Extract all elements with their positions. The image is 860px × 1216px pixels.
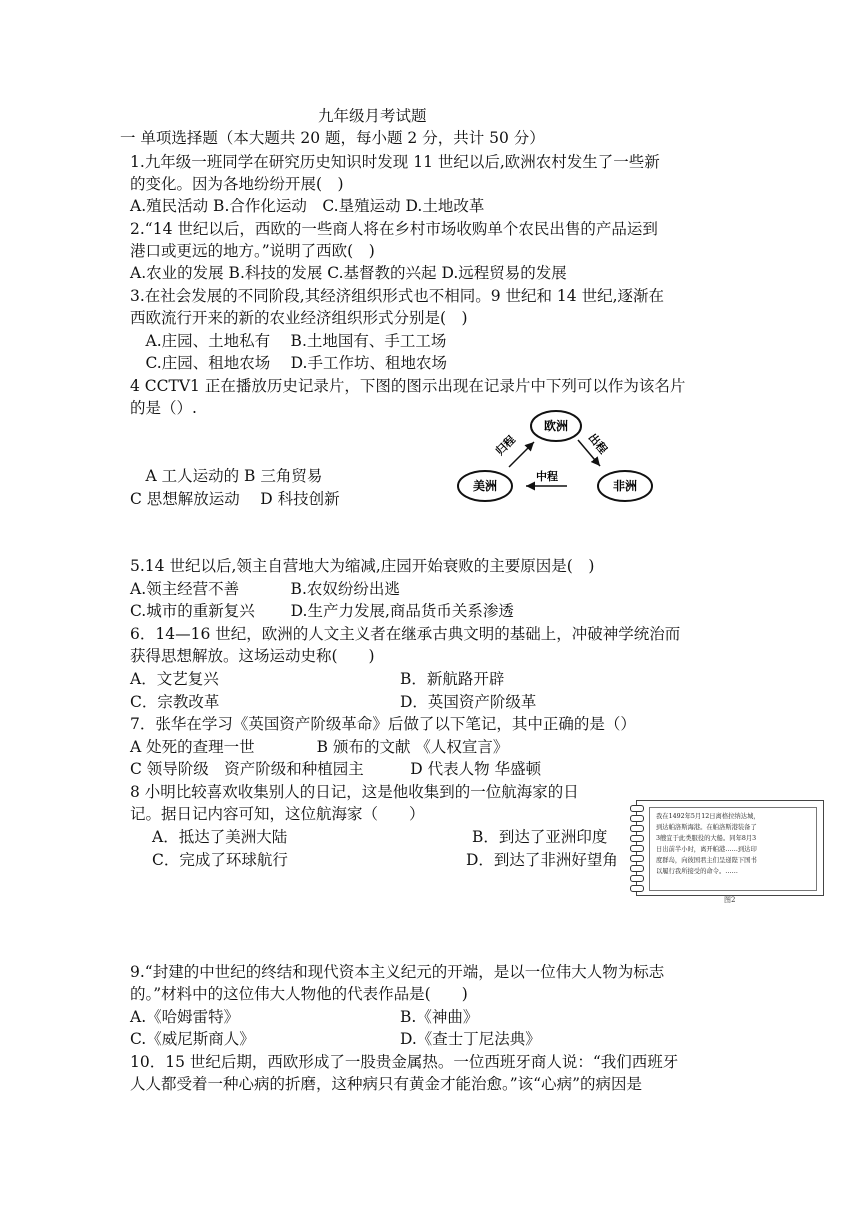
question-9-line-2: 的。”材料中的这位伟大人物他的代表作品是( ) (130, 985, 468, 1003)
question-3-options-ab: A.庄园、土地私有 B.土地国有、手工工场 (130, 332, 447, 350)
question-8-option-d: D．到达了非洲好望角 (466, 851, 618, 869)
question-10-line-2: 人人都受着一种心病的折磨，这种病只有黄金才能治愈。”该“心病”的病因是 (130, 1075, 643, 1093)
question-8-line-2: 记。据日记内容可知，这位航海家（ ） (130, 805, 425, 823)
question-8-option-a: A．抵达了美洲大陆 (152, 828, 288, 846)
node-americas-label: 美洲 (472, 479, 498, 493)
question-7-options-cd: C 领导阶级 资产阶级和种植园主 D 代表人物 华盛顿 (130, 760, 542, 778)
question-1-line-1: 1.九年级一班同学在研究历史知识时发现 11 世纪以后,欧洲农村发生了一些新 (130, 153, 660, 171)
return-leg-label: 归程 (493, 433, 518, 458)
question-2-options: A.农业的发展 B.科技的发展 C.基督教的兴起 D.远程贸易的发展 (130, 264, 567, 282)
question-1-options: A.殖民活动 B.合作化运动 C.垦殖运动 D.土地改革 (130, 197, 485, 215)
question-7-options-ab: A 处死的查理一世 B 颁布的文献 《人权宣言》 (130, 738, 509, 756)
outbound-leg-label: 出程 (585, 431, 610, 457)
exam-title: 九年级月考试题 (318, 107, 427, 125)
question-4-options-ab: A 工人运动的 B 三角贸易 (130, 467, 323, 485)
question-8-line-1: 8 小明比较喜欢收集别人的日记，这是他收集到的一位航海家的日 (130, 783, 579, 801)
triangle-trade-diagram (450, 408, 655, 510)
question-10-line-1: 10．15 世纪后期，西欧形成了一股贵金属热。一位西班牙商人说：“我们西班牙 (130, 1053, 679, 1071)
middle-passage-label: 中程 (536, 470, 558, 483)
diary-page (649, 807, 817, 891)
diary-caption: 图2 (724, 896, 736, 904)
question-1-line-2: 的变化。因为各地纷纷开展( ) (130, 175, 344, 193)
question-5-options-cd: C.城市的重新复兴 D.生产力发展,商品货币关系渗透 (130, 602, 514, 620)
question-9-option-d: D.《查士丁尼法典》 (400, 1030, 541, 1048)
question-6-option-d: D．英国资产阶级革 (400, 693, 537, 711)
question-4-line-2: 的是（）. (130, 399, 197, 417)
question-4-options-cd: C 思想解放运动 D 科技创新 (130, 490, 340, 508)
question-5-line-1: 5.14 世纪以后,领主自营地大为缩减,庄园开始衰败的主要原因是( ) (130, 557, 595, 575)
question-3-line-2: 西欧流行开来的新的农业经济组织形式分别是( ) (130, 309, 468, 327)
question-4-line-1: 4 CCTV1 正在播放历史记录片，下图的图示出现在记录片中下列可以作为该名片 (130, 377, 686, 395)
diary-figure (636, 800, 824, 906)
question-6-option-c: C．宗教改革 (130, 693, 220, 711)
notebook-rings (630, 805, 644, 891)
question-2-line-2: 港口或更远的地方。”说明了西欧( ) (130, 242, 375, 260)
diary-notebook (636, 800, 824, 896)
question-9-option-c: C.《威尼斯商人》 (130, 1030, 255, 1048)
question-8-option-c: C．完成了环球航行 (152, 851, 288, 869)
node-europe-label: 欧洲 (543, 419, 569, 433)
question-9-line-1: 9.“封建的中世纪的终结和现代资本主义纪元的开端，是以一位伟大人物为标志 (130, 963, 665, 981)
diary-text: 我在1492年5月12日离格拉纳达城， 到达帕洛斯海港。在帕洛斯港装备了 3艘宜于此类服役的大船。同年8月3 日出前半小时，离开帕港……到达印 度群岛，向彼国君主们呈递陛下国书 以履行我所接受的命令。…… (656, 813, 760, 875)
question-7-line-1: 7．张华在学习《英国资产阶级革命》后做了以下笔记，其中正确的是（） (130, 715, 636, 733)
question-6-option-a: A．文艺复兴 (130, 670, 219, 688)
question-6-line-2: 获得思想解放。这场运动史称( ) (130, 647, 375, 665)
node-africa-label: 非洲 (612, 479, 638, 493)
section-heading: 一 单项选择题（本大题共 20 题，每小题 2 分，共计 50 分） (120, 129, 545, 147)
question-6-option-b: B．新航路开辟 (400, 670, 505, 688)
question-3-line-1: 3.在社会发展的不同阶段,其经济组织形式也不相同。9 世纪和 14 世纪,逐渐在 (130, 287, 665, 305)
question-3-options-cd: C.庄园、租地农场 D.手工作坊、租地农场 (130, 354, 447, 372)
question-2-line-1: 2.“14 世纪以后，西欧的一些商人将在乡村市场收购单个农民出售的产品运到 (130, 220, 658, 238)
question-9-option-b: B.《神曲》 (400, 1008, 479, 1026)
question-9-option-a: A.《哈姆雷特》 (130, 1008, 240, 1026)
question-8-option-b: B．到达了亚洲印度 (472, 828, 608, 846)
question-5-options-ab: A.领主经营不善 B.农奴纷纷出逃 (130, 580, 400, 598)
question-6-line-1: 6．14—16 世纪，欧洲的人文主义者在继承古典文明的基础上，冲破神学统治而 (130, 625, 681, 643)
